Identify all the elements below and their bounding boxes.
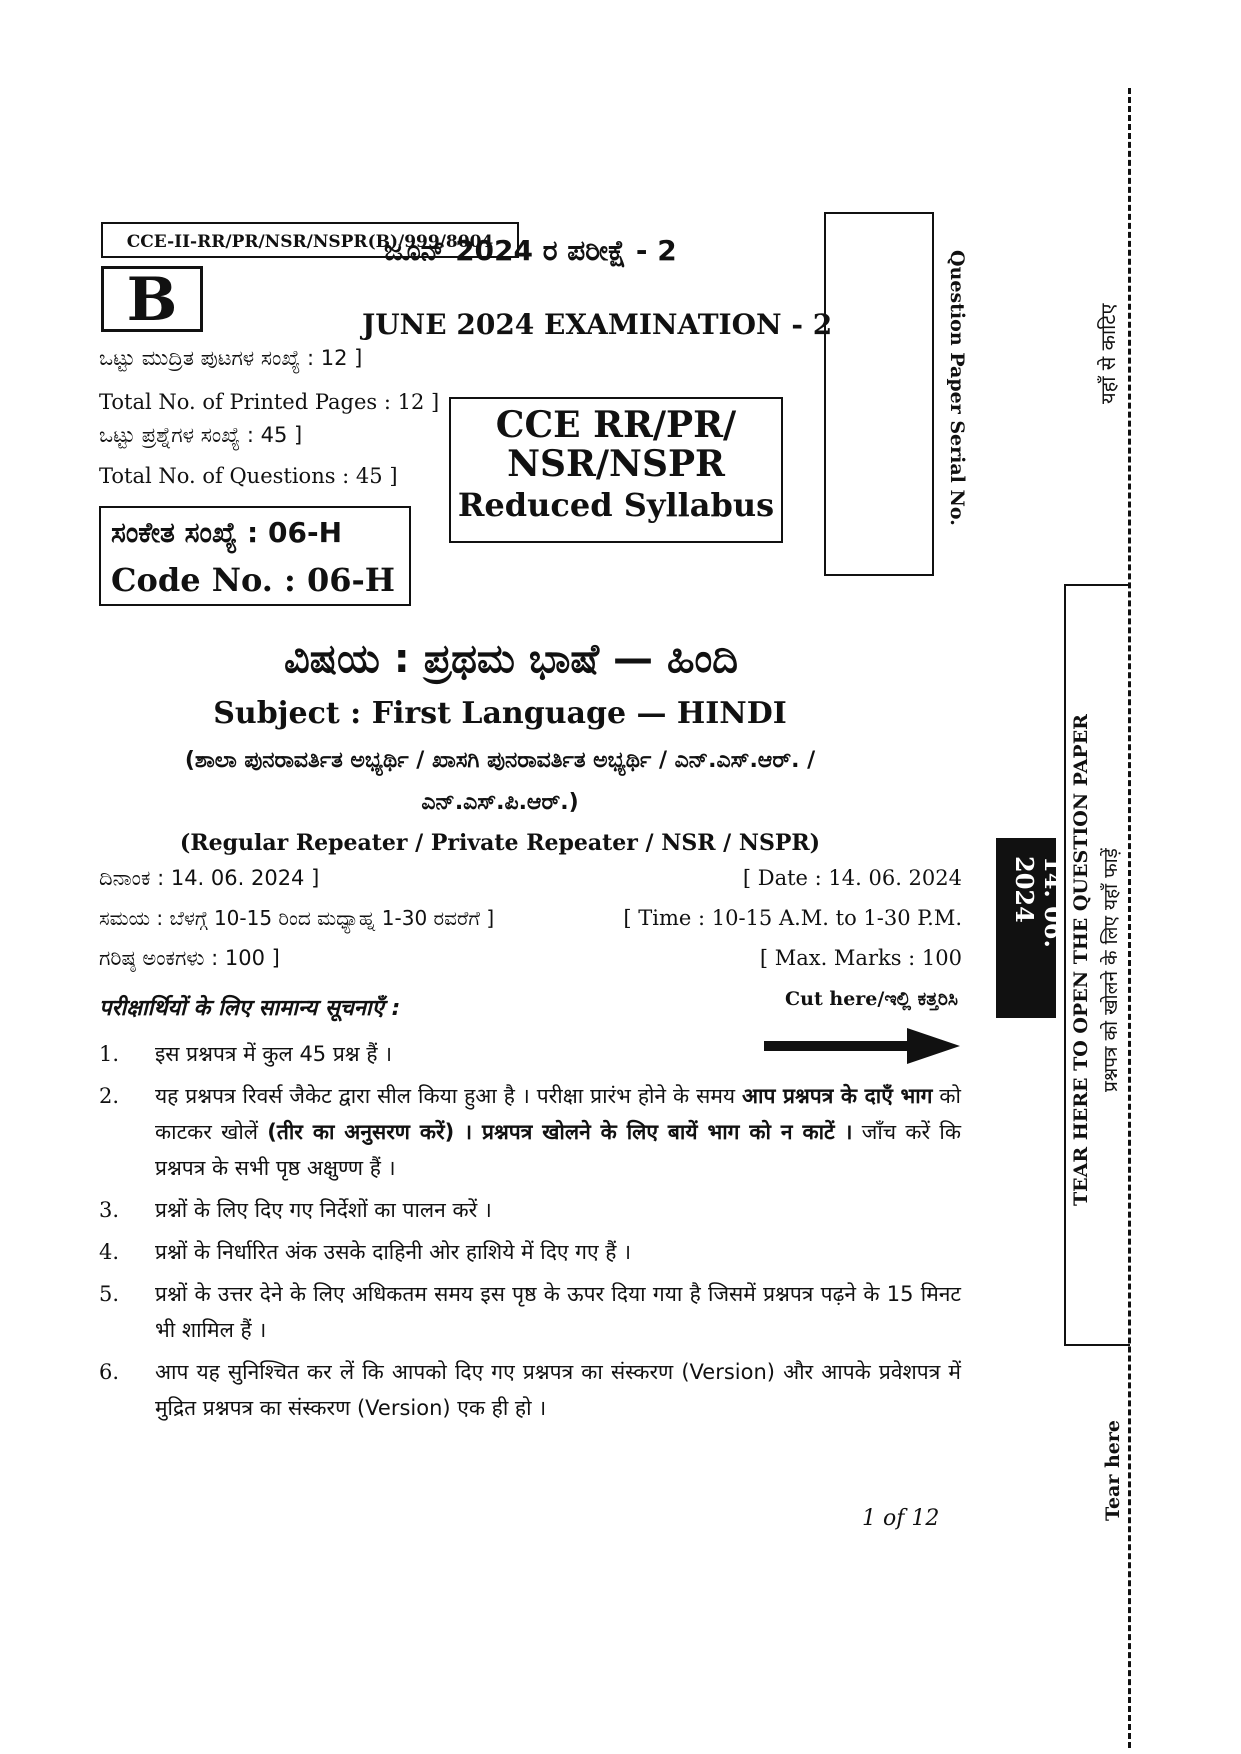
code-box [99,506,411,606]
instruction-bold-part: (तीर का अनुसरण करें) । प्रश्नपत्र खोलने के लिए बायें भाग को न काटें । [267,1120,853,1144]
instruction-item [99,1036,961,1072]
marks-kannada: ಗರಿಷ್ಠ ಅಂಕಗಳು : 100 ] [99,946,280,970]
cce-line-1: CCE RR/PR/ [495,404,737,446]
instruction-text [155,1078,961,1186]
instruction-number: 2. [99,1084,120,1108]
subject-kannada: ವಿಷಯ : ಪ್ರಥಮ ಭಾಷೆ — ಹಿಂದಿ [284,636,739,682]
instruction-number: 1. [99,1042,120,1066]
instruction-bold-part: आप प्रश्नपत्र के दाएँ भाग [742,1084,933,1108]
tear-here-label: Tear here [1102,1420,1124,1522]
serial-number-label: Question Paper Serial No. [946,250,968,526]
total-questions-english: Total No. of Questions : 45 ] [99,464,398,488]
printed-pages-kannada: ಒಟ್ಟು ಮುದ್ರಿತ ಪುಟಗಳ ಸಂಖ್ಯೆ : 12 ] [99,346,363,370]
tear-instruction-hindi: प्रश्नपत्र को खोलने के लिए यहाँ फाड़ें [1100,848,1122,1092]
instruction-item [99,1192,961,1228]
cce-line-2: NSR/NSPR [507,443,725,485]
instruction-item [99,1234,961,1270]
exam-title-kannada: ಜೂನ್ 2024 ರ ಪರೀಕ್ಷೆ - 2 [384,234,677,267]
instruction-text: प्रश्नों के निर्धारित अंक उसके दाहिनी ओर हाशिये में दिए गए हैं । [155,1240,632,1264]
date-kannada: ದಿನಾಂಕ : 14. 06. 2024 ] [99,866,320,890]
time-english: [ Time : 10-15 A.M. to 1-30 P.M. [623,906,962,930]
instruction-text-part: जाँच करें कि प्रश्नपत्र के सभी पृष्ठ अक्षुण्ण हैं । [155,1120,961,1180]
exam-title-english: JUNE 2024 EXAMINATION - 2 [362,308,833,341]
candidates-kannada-1: (ಶಾಲಾ ಪುನರಾವರ್ತಿತ ಅಭ್ಯರ್ಥಿ / ಖಾಸಗಿ ಪುನರಾವರ್ತಿತ ಅಭ್ಯರ್ಥಿ / ಎನ್.ಎಸ್.ಆರ್. / [184,748,816,773]
instruction-text-part: यह प्रश्नपत्र रिवर्स जैकेट द्वारा सील किया हुआ है । परीक्षा प्रारंभ होने के समय [155,1084,743,1108]
instruction-text: आप यह सुनिश्चित कर लें कि आपको दिए गए प्रश्नपत्र का संस्करण (Version) और आपके प्रवेशपत्र में मुद्रित प्रश्नपत्र का संस्करण (Version) एक ही हो । [155,1360,961,1420]
instruction-text: प्रश्नों के लिए दिए गए निर्देशों का पालन करें । [155,1198,492,1222]
syllabus-box [449,397,783,543]
code-english: Code No. : 06-H [111,561,395,599]
cut-here-label: Cut here/ಇಲ್ಲಿ ಕತ್ತರಿಸಿ [785,988,958,1010]
instruction-number: 5. [99,1282,120,1306]
instruction-text: इस प्रश्नपत्र में कुल 45 प्रश्न हैं । [155,1042,393,1066]
tear-instruction-english: TEAR HERE TO OPEN THE QUESTION PAPER [1070,714,1092,1206]
code-kannada: ಸಂಕೇತ ಸಂಖ್ಯೆ : 06-H [111,516,342,549]
instruction-number: 4. [99,1240,120,1264]
printed-pages-english: Total No. of Printed Pages : 12 ] [99,390,440,414]
instruction-item [99,1276,961,1348]
page-number: 1 of 12 [862,1506,940,1531]
instructions-heading: परीक्षार्थियों के लिए सामान्य सूचनाएँ : [99,996,401,1021]
marks-english: [ Max. Marks : 100 [759,946,962,970]
instruction-text-part: को काटकर खोलें [155,1084,961,1144]
cut-here-hindi: यहाँ से काटिए [1096,303,1120,405]
candidates-english: (Regular Repeater / Private Repeater / NSR / NSPR) [179,830,821,856]
paper-code: CCE-II-RR/PR/NSR/NSPR(B)/999/8004 [101,222,519,258]
date-tab [996,838,1068,1018]
instruction-number: 6. [99,1360,120,1384]
total-questions-kannada: ಒಟ್ಟು ಪ್ರಶ್ನೆಗಳ ಸಂಖ್ಯೆ : 45 ] [99,423,303,447]
subject-english: Subject : First Language — HINDI [213,696,787,731]
time-kannada: ಸಮಯ : ಬೆಳಗ್ಗೆ 10-15 ರಿಂದ ಮಧ್ಯಾಹ್ನ 1-30 ರವರೆಗೆ ] [99,906,495,930]
cce-line-3: Reduced Syllabus [457,486,775,524]
instruction-text: प्रश्नों के उत्तर देने के लिए अधिकतम समय इस पृष्ठ के ऊपर दिया गया है जिसमें प्रश्नपत्र पढ़ने के 15 मिनट भी शामिल हैं । [155,1282,961,1342]
instruction-number: 3. [99,1198,120,1222]
instructions-list [99,1036,961,1432]
date-english: [ Date : 14. 06. 2024 [742,866,962,890]
instruction-item [99,1078,961,1186]
candidates-kannada-2: ಎನ್.ಎಸ್.ಪಿ.ಆರ್.) [421,790,579,815]
instruction-item [99,1354,961,1426]
date-tab-text: 14. 06. 2024 [1010,856,1068,948]
version-letter: B [101,266,203,332]
serial-number-box[interactable] [824,212,934,576]
